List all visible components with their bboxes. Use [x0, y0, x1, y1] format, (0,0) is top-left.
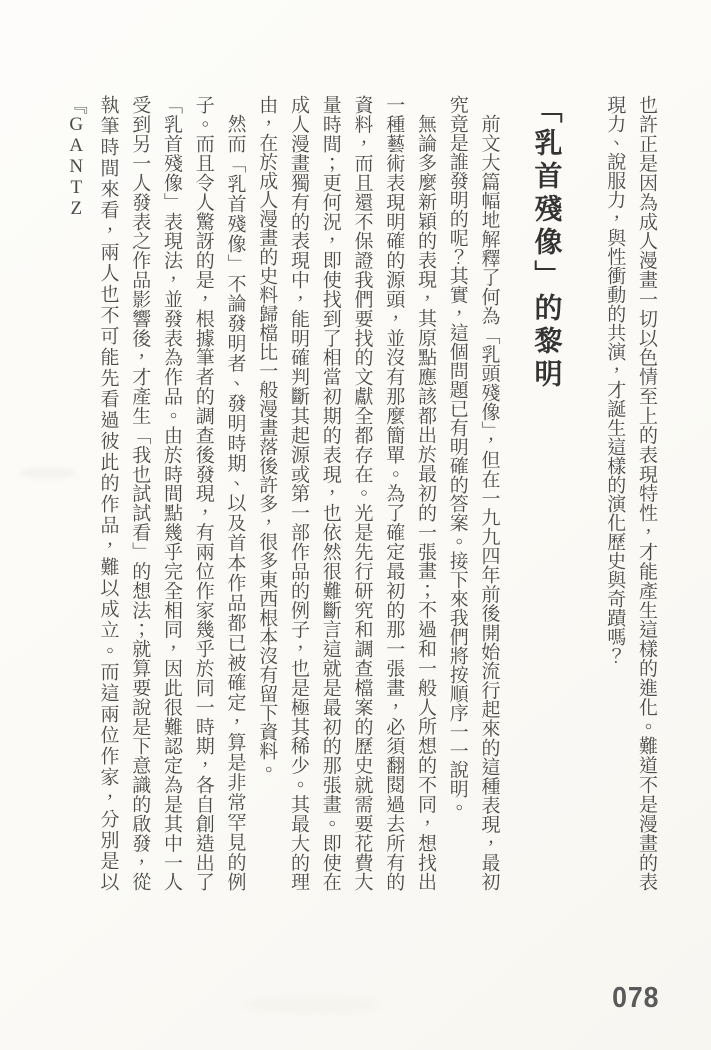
- paragraph-continued-from-previous-page: 也許正是因為成人漫畫一切以色情至上的表現特性，才能產生這樣的進化。難道不是漫畫的表現力、說服力，與性衝動的共演，才誕生這樣的演化歷史與奇蹟嗎？: [604, 95, 657, 891]
- vertical-text-area: [60, 95, 662, 891]
- page-number: 078: [611, 982, 659, 1014]
- paragraph-1: 前文大篇幅地解釋了何為「乳頭殘像」，但在一九九四年前後開始流行起來的這種表現，最初究竟是誰發明的呢？其實，這個問題已有明確的答案。接下來我們將按順序一一說明。: [446, 95, 500, 891]
- scan-artifact: [240, 998, 380, 1012]
- section-heading: 「乳首殘像」的黎明: [530, 95, 562, 392]
- scan-artifact: [18, 468, 78, 478]
- paragraph-3: 然而「乳首殘像」不論發明者、發明時期、以及首本作品都已被確定，算是非常罕見的例子。而且令人驚訝的是，根據筆者的調查後發現，有兩位作家幾乎於同一時期，各自創造出了「乳首殘像」表現法，並發表為作品。由於時間點幾乎完全相同，因此很難認定為是其中一人受到另一人發表之作品影響後，才產生「我也試試看」的想法；就算要說是下意識的啟發，從執筆時間來看，兩人也不可能先看過彼此的作品，難以成立。而這兩位作家，分別是以『GANTZ: [65, 95, 246, 891]
- paragraph-2: 無論多麼新穎的表現，其原點應該都出於最初的一張畫；不過和一般人所想的不同，想找出一種藝術表現明確的源頭，並沒有那麼簡單。為了確定最初的那一張畫，必須翻閱過去所有的資料，而且還不保證我們要找的文獻全都存在。光是先行研究和調查檔案的歷史就需要花費大量時間；更何況，即使找到了相當初期的表現，也依然很難斷言這就是最初的那張畫。即使在成人漫畫獨有的表現中，能明確判斷其起源或第一部作品的例子，也是極其稀少。其最大的理由，在於成人漫畫的史料歸檔比一般漫畫落後許多，很多東西根本沒有留下資料。: [256, 95, 436, 891]
